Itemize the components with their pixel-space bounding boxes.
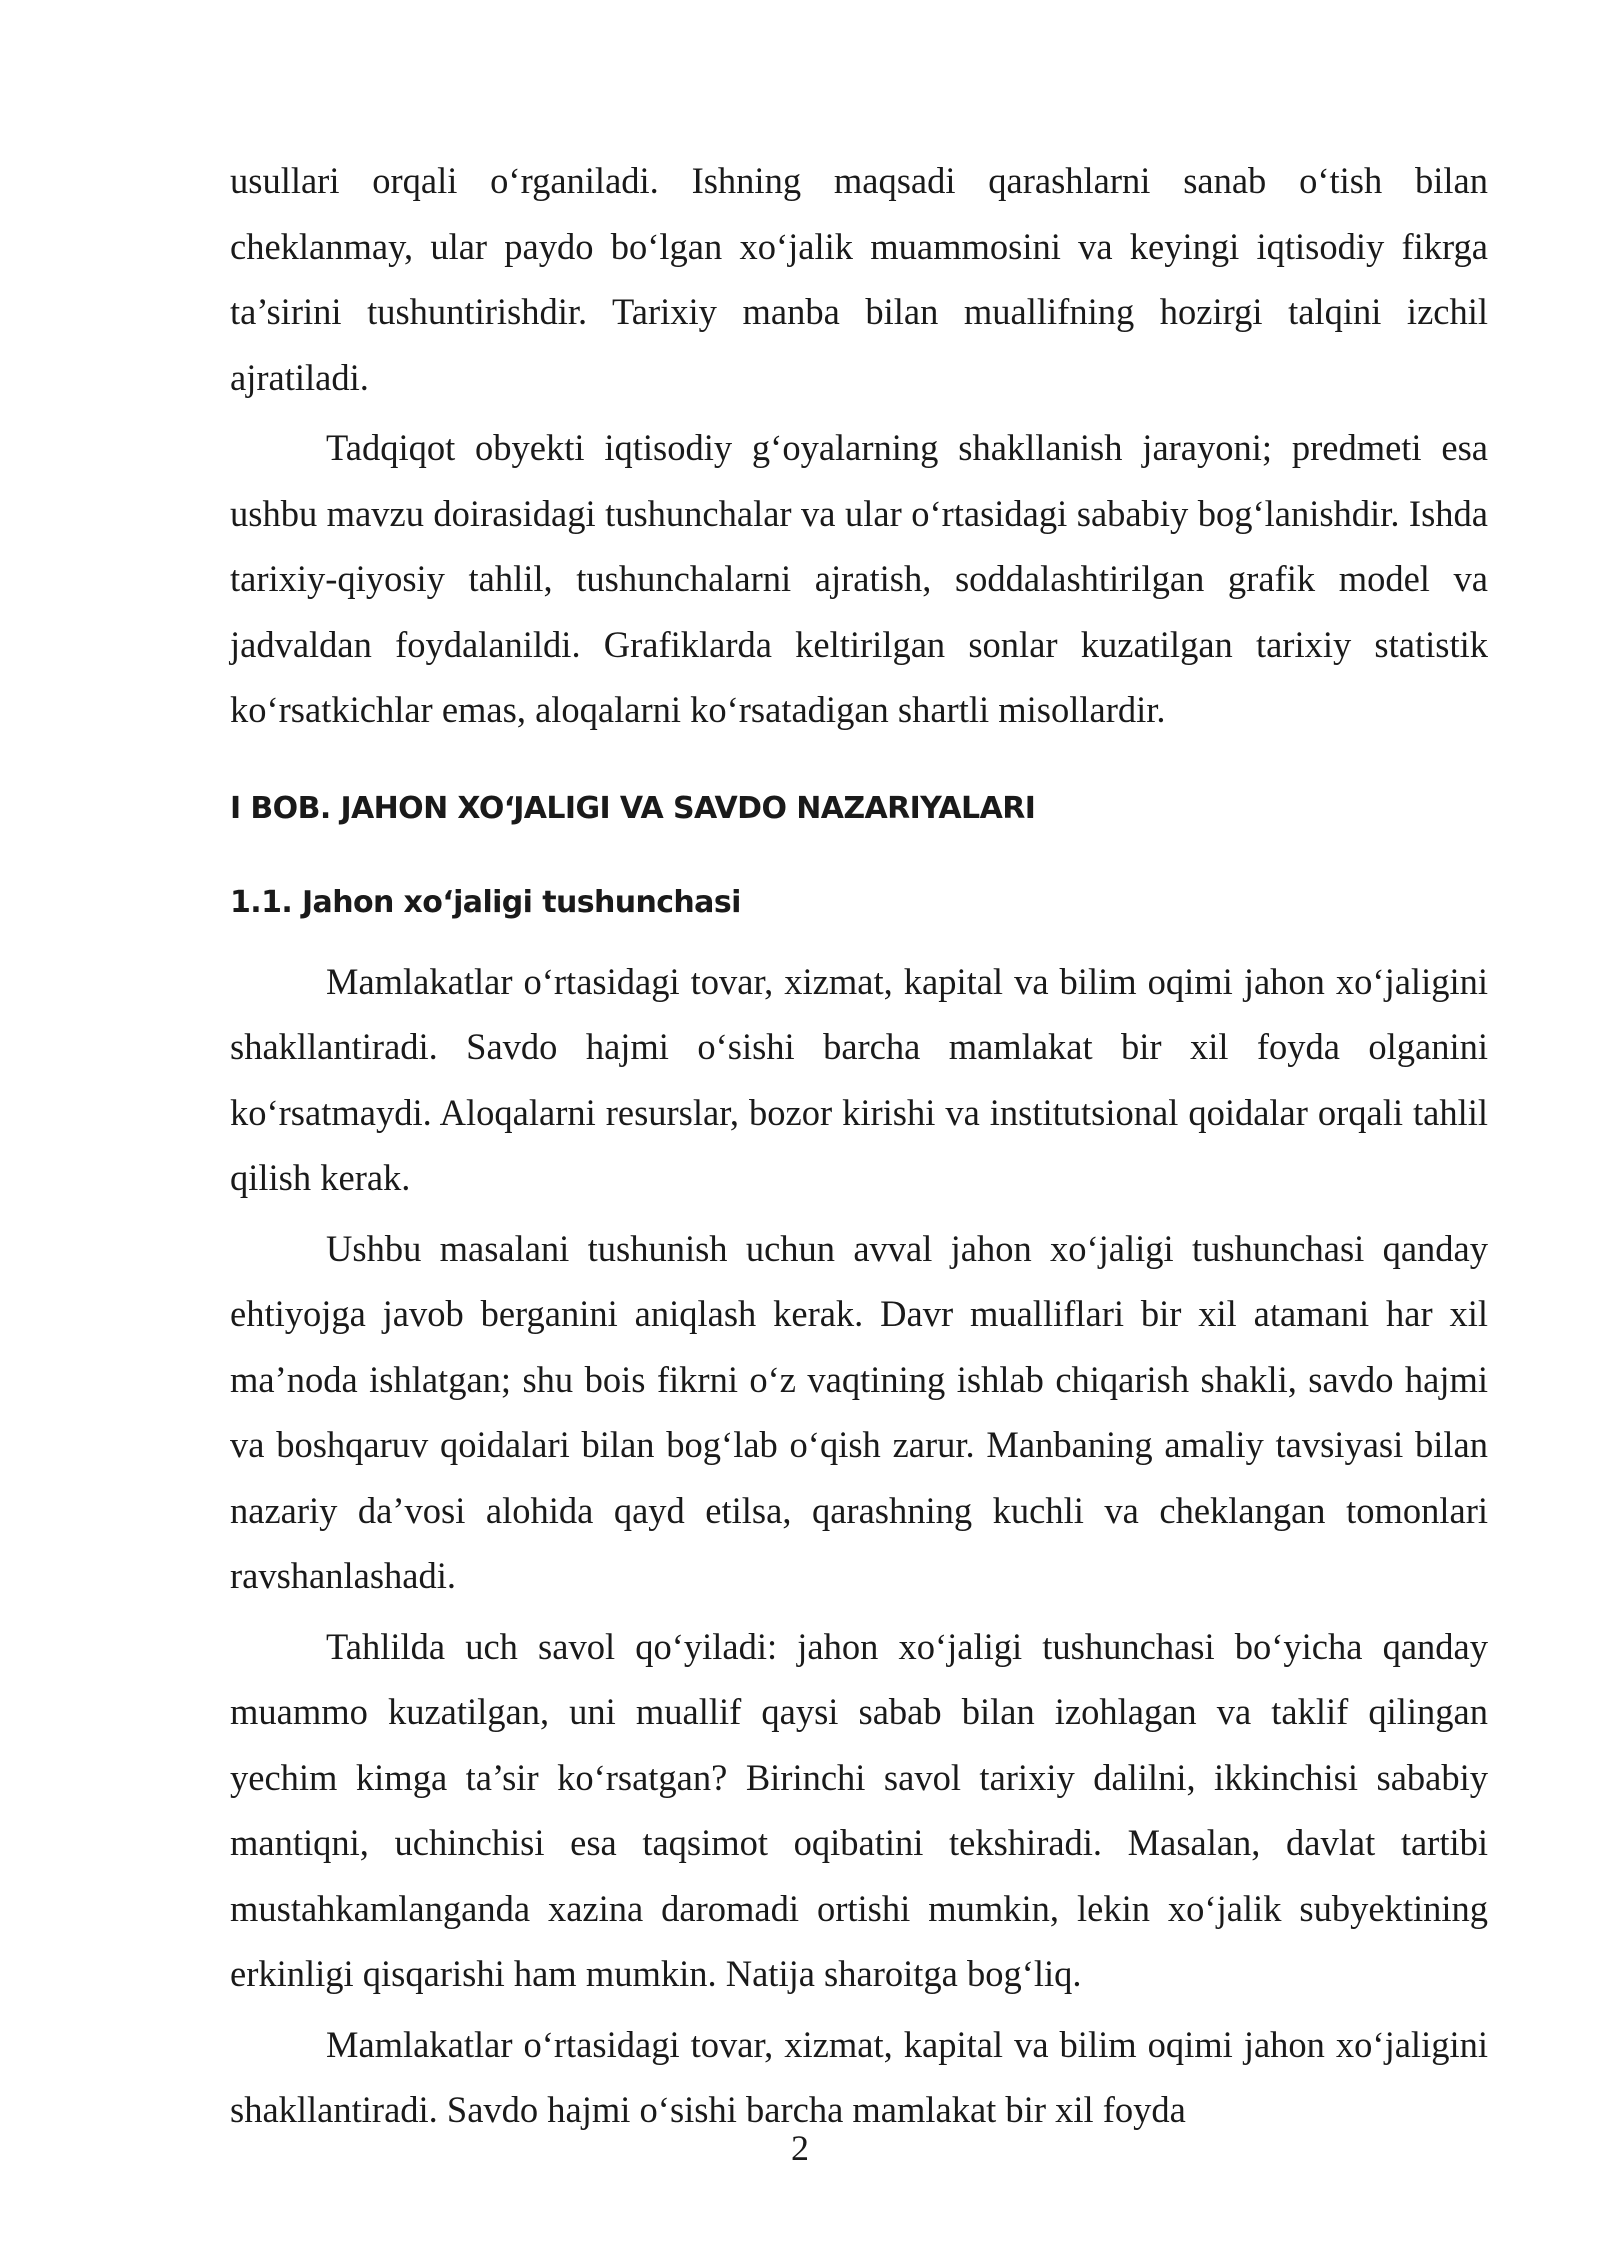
document-page xyxy=(230,148,1488,2148)
page-number: 2 xyxy=(791,2128,809,2168)
paragraph-research-object: Tadqiqot obyekti iqtisodiy g‘oyalarning shakllanish jarayoni; predmeti esa ushbu mavzu doirasidagi tushunchalar va ular o‘rtasidagi sababiy bog‘lanishdir. Ishda tarixiy-qiyosiy tahlil, tushunchalarni ajratish, soddalashtirilgan grafik model va jadvaldan foydalanildi. Grafiklarda keltirilgan sonlar kuzatilgan tarixiy statistik ko‘rsatkichlar emas, aloqalarni ko‘rsatadigan shartli misollardir. xyxy=(230,427,1488,730)
paragraph-world-economy-definition: Mamlakatlar o‘rtasidagi tovar, xizmat, kapital va bilim oqimi jahon xo‘jaligini shakllantiradi. Savdo hajmi o‘sishi barcha mamlakat bir xil foyda olganini ko‘rsatmaydi. Aloqalarni resurslar, bozor kirishi va institutsional qoidalar orqali tahlil qilish kerak. xyxy=(230,960,1488,1198)
chapter-heading: I BOB. JAHON XO‘JALIGI VA SAVDO NAZARIYALARI xyxy=(230,790,1036,826)
section-heading: 1.1. Jahon xo‘jaligi tushunchasi xyxy=(230,884,741,920)
paragraph-concept-context: Ushbu masalani tushunish uchun avval jahon xo‘jaligi tushunchasi qanday ehtiyojga javob berganini aniqlash kerak. Davr mualliflari bir xil atamani har xil ma’noda ishlatgan; shu bois fikrni o‘z vaqtining ishlab chiqarish shakli, savdo hajmi va boshqaruv qoidalari bilan bog‘lab o‘qish zarur. Manbaning amaliy tavsiyasi bilan nazariy da’vosi alohida qayd etilsa, qarashning kuchli va cheklangan tomonlari ravshanlashadi. xyxy=(230,1227,1488,1596)
paragraph-analysis-questions: Tahlilda uch savol qo‘yiladi: jahon xo‘jaligi tushunchasi bo‘yicha qanday muammo kuzatilgan, uni muallif qaysi sabab bilan izohlagan va taklif qilingan yechim kimga ta’sir ko‘rsatgan? Birinchi savol tarixiy dalilni, ikkinchisi sababiy mantiqni, uchinchisi esa taqsimot oqibatini tekshiradi. Masalan, davlat tartibi mustahkamlanganda xazina daromadi ortishi mumkin, lekin xo‘jalik subyektining erkinligi qisqarishi ham mumkin. Natija sharoitga bog‘liq. xyxy=(230,1625,1488,1994)
paragraph-intro-continued: usullari orqali o‘rganiladi. Ishning maqsadi qarashlarni sanab o‘tish bilan cheklanmay, ular paydo bo‘lgan xo‘jalik muammosini va keyingi iqtisodiy fikrga ta’sirini tushuntirishdir. Tarixiy manba bilan muallifning hozirgi talqini izchil ajratiladi. xyxy=(230,160,1488,398)
paragraph-repeated-definition: Mamlakatlar o‘rtasidagi tovar, xizmat, kapital va bilim oqimi jahon xo‘jaligini shakllantiradi. Savdo hajmi o‘sishi barcha mamlakat bir xil foyda xyxy=(230,2023,1488,2130)
